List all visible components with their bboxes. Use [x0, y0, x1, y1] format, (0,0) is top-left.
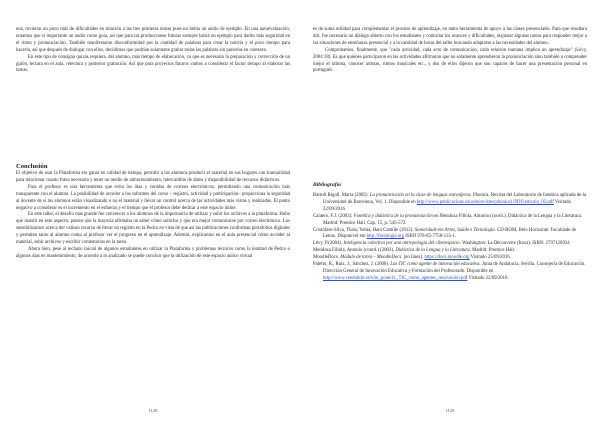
reference-item: Lévy, P.(2004). Inteligencia colectiva por una antropología del ciberespacio. Washington: La Découverte (Itaxa). ISBN: 2707126934 [313, 241, 570, 247]
reference-link[interactable]: http://www.publicacions.ub.edu/revistes/phonica1/PDF/articulo_02.pdf [416, 199, 554, 205]
reference-item: Bartoli Rigoll, Marta (2005): La pronunciación en la clase de lenguas extranjeras. Phonica, Revista del Laboratorio de fonética aplicada de la Universidad de Barcelona, Vol. 1. Disponible en http://www.publicacions.ub.edu/revistes/phonica1/PDF/articulo_02.pdf Visitado 22/09/2016. [313, 193, 587, 212]
conclusion-section [16, 162, 290, 261]
left-top-text [16, 27, 290, 75]
reference-item: Cristófaro-Silva, Thaïs; Yehia, Hani Camille (2012). Sonoridade em Artes, Saúde e Tecnologia. CD-ROM, Belo Horizonte: Faculdade de Letras. Disponível em http://fonologia.org ISBN 978-85-7758-135-1. [313, 227, 577, 240]
reference-item: Cantero, F.J. (2003): Fonética y didáctica de la pronunciación en Mendoza Fillola, Antonio (coord.). Didáctica de la Lengua y la Literatura. Madrid: Prentice Hall. Cap. 15, p. 545-572. [313, 213, 582, 226]
paragraph: Para el profesor es una herramienta que evita los idas y venidas de correos electrónicos, permitiendo una comunicación más transparente con el alumno. La posibilidad de acceder a los informes del curso – registro, actividad y participación– proporciona la seguridad al docente de si los alumnos están visualizando o no el material y llevar un control acerca de las actividades más vistas y realizadas. El punto negativo a considerar es el incremento en el esfuerzo y el tiempo que el profesor debe dedicar a este espacio inline. [16, 184, 290, 211]
reference-item: Paletto, R., Ruiz, J., Sánchez, J. (2006). Las TIC como agente de innovación educativa. Junta de Andalucía, Sevilla. Consejería de Educación. Dirección General de Innovación Educativa y Formación del Profesorado. Disponible en http://www.ceeduktin.es/viin_pome11_TIC_como_agentes_innovacion.pdf Visitado 22/09/2016. [313, 262, 586, 281]
paragraph: El objetivo de usar la Plataforma era ganar en calidad de tiempo, permitir a los alumnos producir el material en sus hogares con tranquilidad para relacionar cuanto fuera necesario y tener un medio de almacenamiento, intercambio de datos y disponibilidad de recursos didácticos. [16, 171, 290, 183]
page-number: 1128 [148, 408, 158, 413]
reference-item: MoodleDocs. Módulo de tarea – MoodleDocs. [en línea]. https://docs.moodle.org Visitado 25/09/2016. [313, 255, 511, 261]
paragraph: En este taller, el desafío más grande fue convencer a los alumnos de la importancia de utilizar y subir los archivos a la plataforma. Hubo que insistir en este aspecto, puesto que la mayoría afirmaba no saber cómo subirlos y que era mejor comunicarse por correo electrónico. Los sensibilizamos acerca del valioso recurso de llevar un registro en la Pedco en vista de que así las publicaciones conforman portafolios digitales y permiten tanto al alumno como al profesor ver el progreso en el aprendizaje. Además, explicamos en el aula presencial cómo acceder al material, subir archivos y escribir comentarios en la tarea. [16, 212, 290, 246]
reference-link[interactable]: https://docs.moodle.org [424, 255, 470, 261]
reference-link[interactable]: http://fonologia.org [366, 234, 405, 240]
bibliography-section [313, 181, 587, 283]
paragraph: Ahora bien, pese al rechazo inicial de algunos estudiantes en utilizar la Plataforma y problemas técnicos como la lentitud de Pedco o algunos días en mantenimiento, de acuerdo a lo analizado se puede concluir que la utilización de este espacio áulico virtual [16, 246, 290, 259]
page-number: 1129 [445, 408, 455, 413]
paragraph: nos, tuvieron un poco más de dificultades en relación a las tres primeras tareas pues no bebía un audio de ejemplo. En una autoevaluación, notamos que si importante un audio como guía, así que para las producciones futuras siempre habrá un ejemplo para darles más seguridad en el ritmo y pronunciación. También manifestaron disconformidad por la cantidad de palabras para crear la noticia y el poco tiempo para hacerla, así que después de dialogar con ellos, decidimos que podrían solamente grabar todas las palabras sin ponerlas en contexto. [16, 27, 290, 53]
conclusion-heading: Conclusión [16, 163, 48, 170]
left-page [16, 0, 290, 424]
bibliography-heading: Bibliografía [313, 182, 341, 188]
paragraph: es de suma utilidad para complementar el proceso de aprendizaje, en tanto herramienta de apoyo a las clases presenciales. Para que resultara útil, fue necesario un diálogo abierto con los estudiantes y controlar los avances y dificultades, reajustar algunas tareas para responder mejor a las situaciones de enseñanza presencial y a la cantidad de horas del taller buscando adaptarse a las necesidades del alumno. [313, 27, 587, 46]
right-top-text [313, 27, 587, 75]
reference-link[interactable]: http://www.ceeduktin.es/viin_pome11_TIC_como_agentes_innovacion.pdf [323, 275, 468, 281]
paragraph: En este tipo de consigna quizás requiera, del alumno, más tiempo de elaboración, ya que es necesario la preparación y corrección de un guión, lectura en el aula, relectura y posterior grabación. Así que para proyectos futuros vamos a considerar el factor tiempo al elaborar las tareas. [16, 54, 290, 74]
reference-item: Mendoza Fillola, Antonio (coord.) (2003). Didáctica de la Lengua y la Literatura. Madrid: Prentice Hall. [313, 248, 516, 254]
paragraph: Comprobamos, finalmente, que "cada actividad, cada acto de comunicación, cada relación humana implica un aprendizaje" (Lévy, 2004:18). Es que quienes participaron en las actividades afirmaron que no solamente aprendieron la pronunciación sino también a comprender mejor el idioma, conocer artistas, ritmos musicales etc., y dos de ellos dijeron que son capaces de hacer una presentación personal en portugués. [313, 47, 587, 74]
right-page [313, 0, 587, 424]
